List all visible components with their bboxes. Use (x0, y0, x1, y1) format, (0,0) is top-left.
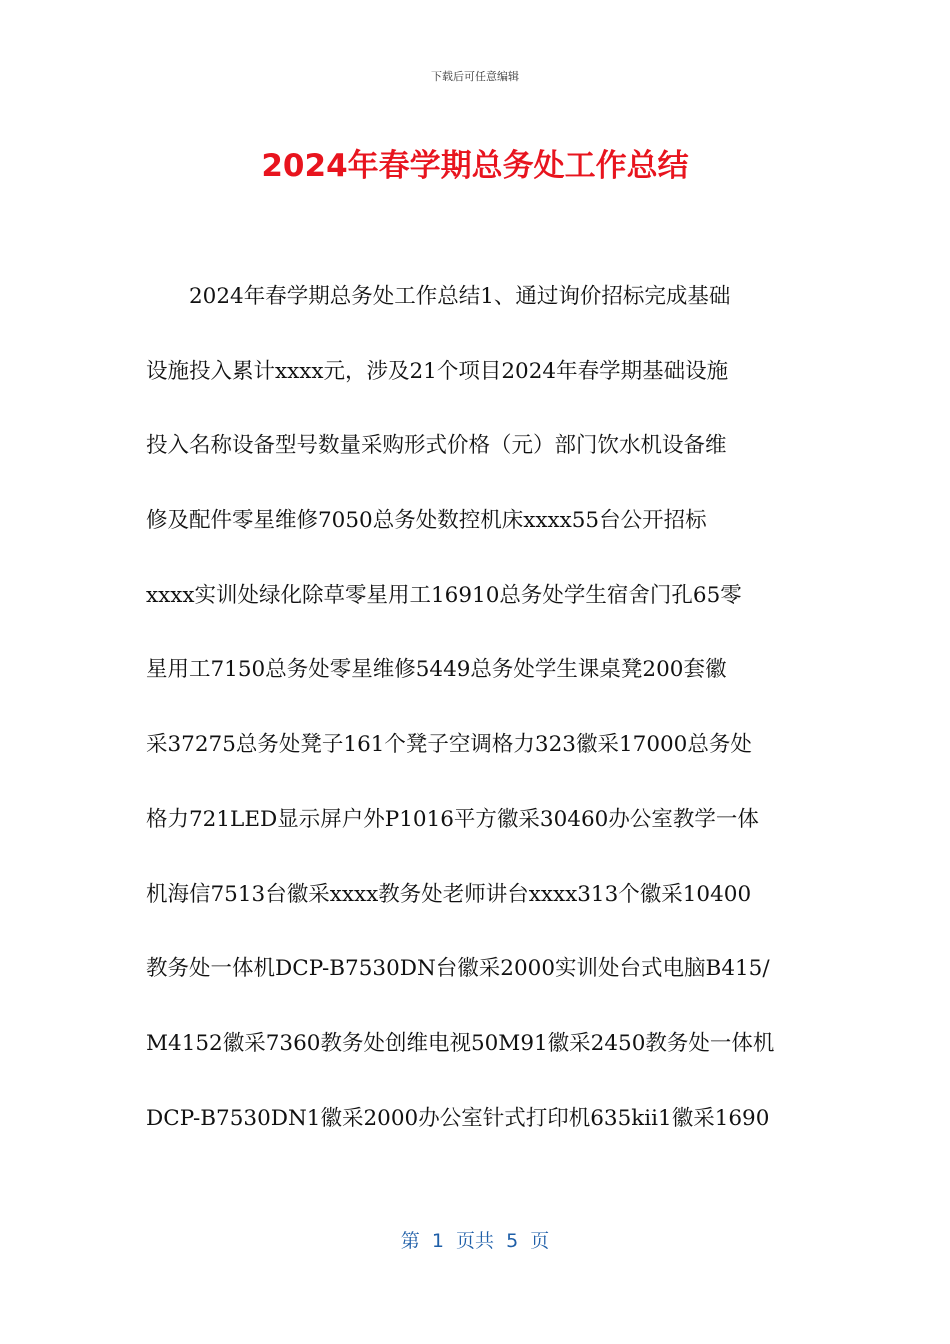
body-line: 修及配件零星维修7050总务处数控机床xxxx55台公开招标 (146, 508, 707, 534)
body-line: 2024年春学期总务处工作总结1、通过询价招标完成基础 (189, 284, 731, 309)
body-line: 格力721LED显示屏户外P1016平方徽采30460办公室教学一体 (146, 806, 759, 832)
body-line: DCP-B7530DN1徽采2000办公室针式打印机635kii1徽采1690 (146, 1105, 770, 1131)
body-line: 投入名称设备型号数量采购形式价格（元）部门饮水机设备维 (146, 433, 727, 459)
body-line: 采37275总务处凳子161个凳子空调格力323徽采17000总务处 (146, 732, 752, 758)
body-line: 机海信7513台徽采xxxx教务处老师讲台xxxx313个徽采10400 (146, 881, 752, 907)
body-line: 设施投入累计xxxx元，涉及21个项目2024年春学期基础设施 (146, 358, 729, 384)
body-line: xxxx实训处绿化除草零星用工16910总务处学生宿舍门孔65零 (146, 582, 742, 608)
page-footer: 第 1 页共 5 页 (400, 1230, 550, 1252)
body-line: 星用工7150总务处零星维修5449总务处学生课桌凳200套徽 (146, 657, 727, 683)
document-title: 2024年春学期总务处工作总结 (261, 148, 689, 184)
document-body (146, 272, 811, 1168)
header-note: 下载后可任意编辑 (431, 70, 519, 83)
body-line: 教务处一体机DCP-B7530DN台徽采2000实训处台式电脑B415/ (146, 956, 770, 982)
body-line: M4152徽采7360教务处创维电视50M91徽采2450教务处一体机 (146, 1030, 775, 1056)
